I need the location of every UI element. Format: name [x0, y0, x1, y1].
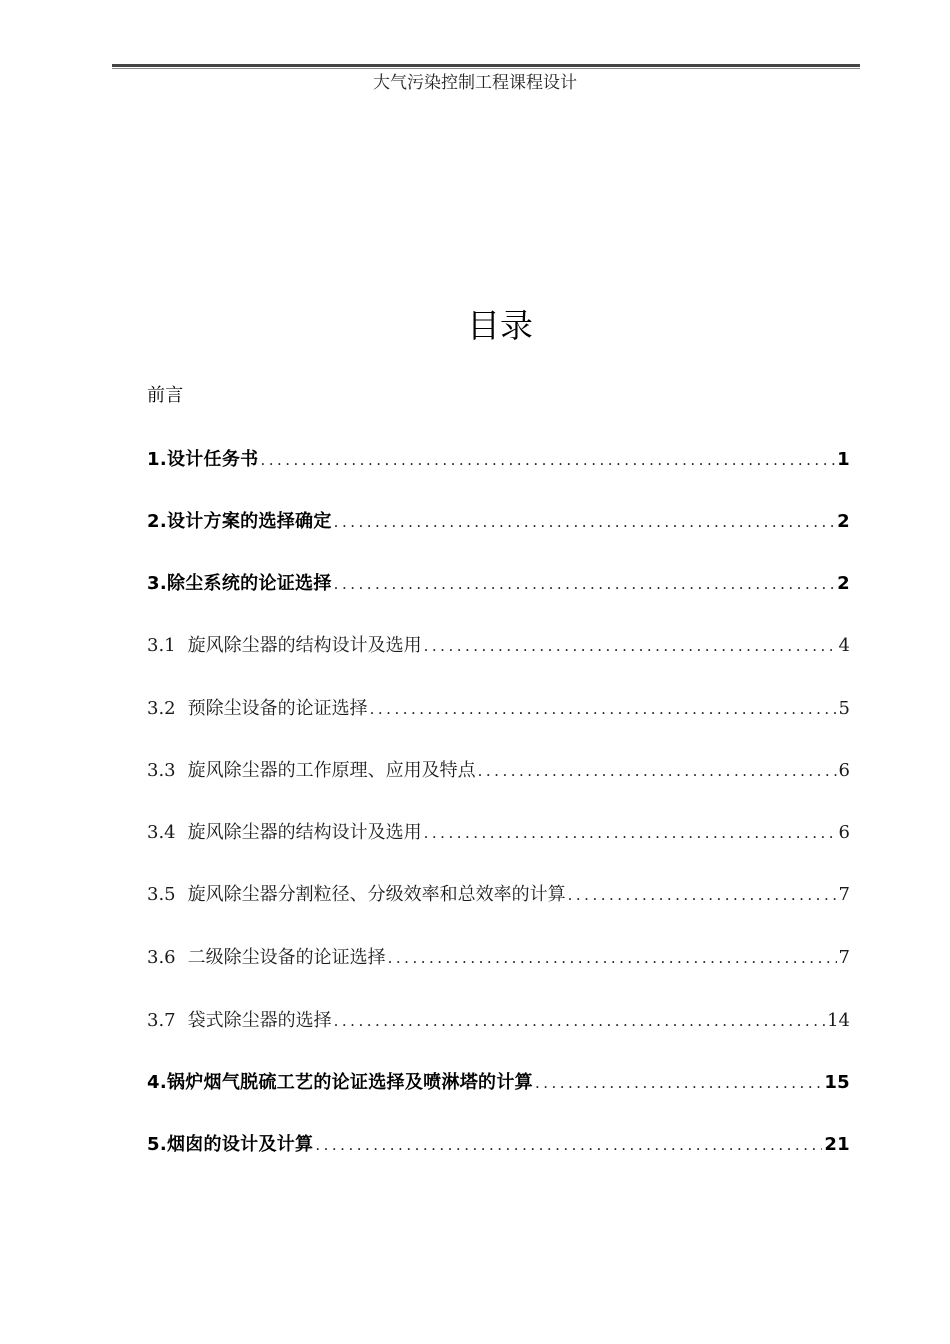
header-rule	[112, 64, 860, 67]
dot-leader	[386, 949, 837, 967]
toc-entry-3-3[interactable]	[147, 756, 850, 784]
toc-entry-page: 7	[838, 947, 850, 968]
toc-entry-1[interactable]	[147, 445, 850, 473]
toc-preface[interactable]	[147, 381, 850, 409]
toc-entry-5[interactable]	[147, 1130, 850, 1158]
toc-entry-3-6[interactable]	[147, 943, 850, 971]
toc-entry-3-2[interactable]	[147, 694, 850, 722]
dot-leader	[332, 575, 836, 593]
toc-entry-3-7[interactable]	[147, 1006, 850, 1034]
dot-leader	[422, 637, 837, 655]
running-header: 大气污染控制工程课程设计	[373, 73, 577, 93]
toc-entry-3[interactable]	[147, 569, 850, 597]
toc-entry-page: 15	[824, 1072, 850, 1093]
toc-entry-number: 3.2	[147, 698, 176, 719]
toc-entry-number: 3.1	[147, 635, 176, 656]
toc-entry-page: 2	[837, 573, 850, 594]
toc-entry-page: 7	[838, 884, 850, 905]
toc-entry-4[interactable]	[147, 1068, 850, 1096]
toc-entry-label: 3.除尘系统的论证选择	[147, 573, 332, 594]
toc-entry-label: 旋风除尘器的结构设计及选用	[187, 822, 422, 843]
dot-leader	[258, 451, 835, 469]
toc-entry-page: 1	[837, 449, 850, 470]
dot-leader	[368, 700, 837, 718]
toc-entry-number: 3.7	[147, 1010, 176, 1031]
toc-entry-label: 旋风除尘器分割粒径、分级效率和总效率的计算	[187, 884, 566, 905]
toc-entry-label: 旋风除尘器的结构设计及选用	[187, 635, 422, 656]
toc-entry-page: 14	[827, 1010, 850, 1031]
toc-preface-label: 前言	[147, 385, 184, 406]
toc-entry-label: 5.烟囱的设计及计算	[147, 1134, 314, 1155]
toc-entry-number: 3.6	[147, 947, 176, 968]
toc-entry-number: 3.3	[147, 760, 176, 781]
toc-entry-page: 21	[824, 1134, 850, 1155]
toc-entry-3-4[interactable]	[147, 818, 850, 846]
toc-entry-3-1[interactable]	[147, 631, 850, 659]
dot-leader	[533, 1074, 822, 1092]
toc-entry-label: 预除尘设备的论证选择	[187, 698, 368, 719]
toc-entry-number: 3.5	[147, 884, 176, 905]
toc-entry-page: 2	[837, 511, 850, 532]
header-rule-thin	[112, 68, 860, 69]
toc-entry-page: 4	[838, 635, 850, 656]
dot-leader	[422, 824, 837, 842]
toc-entry-2[interactable]	[147, 507, 850, 535]
toc-title: 目录	[467, 306, 533, 345]
toc-entry-3-5[interactable]	[147, 880, 850, 908]
toc-entry-label: 4.锅炉烟气脱硫工艺的论证选择及喷淋塔的计算	[147, 1072, 533, 1093]
dot-leader	[332, 513, 836, 531]
toc-entry-label: 1.设计任务书	[147, 449, 259, 470]
toc-entry-label: 2.设计方案的选择确定	[147, 511, 332, 532]
toc-entry-page: 5	[838, 698, 850, 719]
toc-entry-label: 旋风除尘器的工作原理、应用及特点	[187, 760, 476, 781]
dot-leader	[476, 762, 837, 780]
toc-entry-number: 3.4	[147, 822, 176, 843]
toc-entry-label: 袋式除尘器的选择	[187, 1010, 332, 1031]
toc-entry-label: 二级除尘设备的论证选择	[187, 947, 386, 968]
dot-leader	[332, 1012, 825, 1030]
dot-leader	[566, 886, 837, 904]
toc-entry-page: 6	[838, 760, 850, 781]
dot-leader	[313, 1136, 822, 1154]
toc-entry-page: 6	[838, 822, 850, 843]
